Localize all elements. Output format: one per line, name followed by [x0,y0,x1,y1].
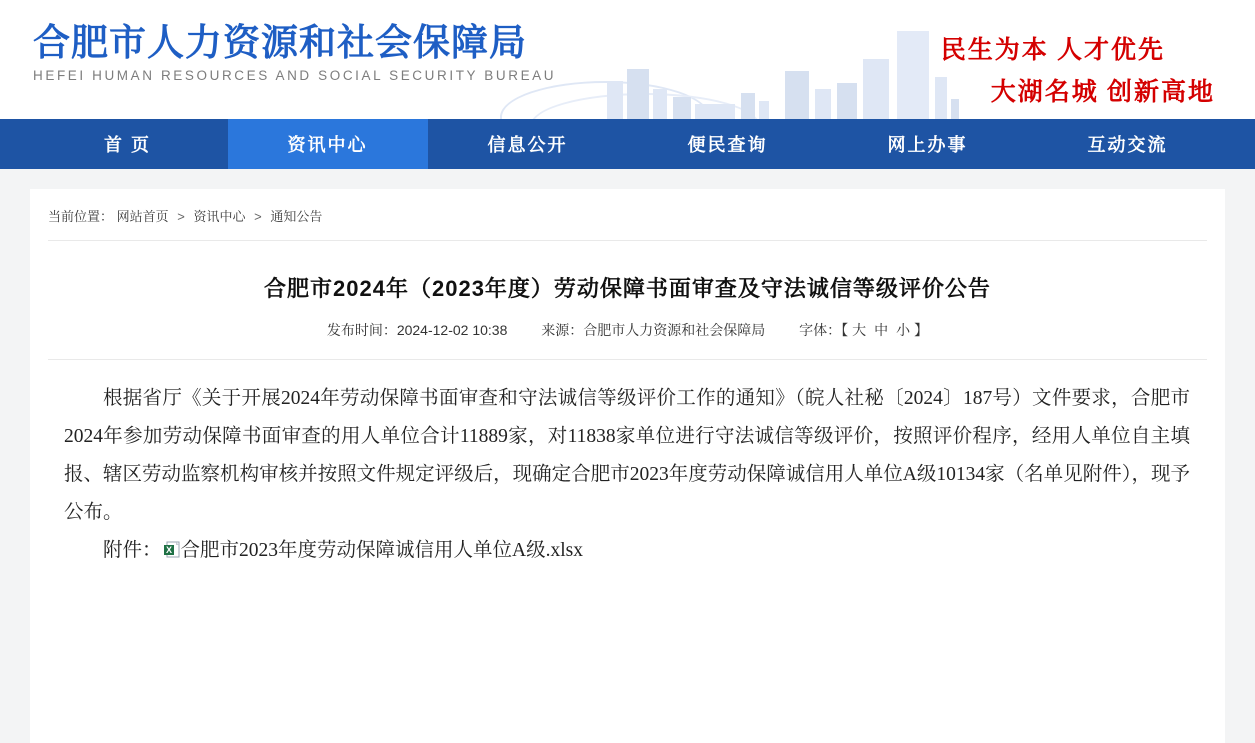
font-size-control [799,322,928,338]
attachment-link[interactable]: 合肥市2023年度劳动保障诚信用人单位A级.xlsx [180,540,583,561]
breadcrumb-prefix: 当前位置： [48,209,114,224]
publish-time [327,322,508,338]
font-size-small-button[interactable]: 小 [896,322,911,338]
site-name: 合肥市人力资源和社会保障局 [33,22,527,63]
publish-time-label: 发布时间： [326,322,397,338]
attachment-row [64,532,1190,570]
article-meta [30,320,1225,340]
header-slogan [941,30,1215,108]
xlsx-file-icon [163,541,180,558]
breadcrumb-item-notices[interactable]: 通知公告 [270,209,323,224]
breadcrumb-divider [48,240,1207,241]
city-skyline-decoration [545,29,975,119]
article-paragraph: 根据省厅《关于开展2024年劳动保障书面审查和守法诚信等级评价工作的通知》（皖人社秘〔2024〕187号）文件要求，合肥市2024年参加劳动保障书面审查的用人单位合计11889家，对11838家单位进行守法诚信等级评价，按照评价程序，经用人单位自主填报、辖区劳动监察机构审核并按照文件规定评级后，现确定合肥市2023年度劳动保障诚信用人单位A级10134家（名单见附件），现予公布。 [64,388,1190,523]
breadcrumb-separator: > [254,209,262,224]
publish-time-value: 2024-12-02 10:38 [396,322,508,338]
nav-item-home[interactable]: 首 页 [103,135,151,155]
slogan-line-1: 民生为本 人才优先 [940,37,1165,64]
site-name-english: HEFEI HUMAN RESOURCES AND SOCIAL SECURITY BUREAU [33,68,557,83]
breadcrumb-item-home[interactable]: 网站首页 [116,209,169,224]
font-size-large-button[interactable]: 大 [852,322,867,338]
site-header [0,0,1255,119]
bracket-close: 】 [914,322,929,338]
font-size-label: 字体： [799,322,842,338]
article-body [30,360,1225,570]
breadcrumb-separator: > [177,209,185,224]
font-size-medium-button[interactable]: 中 [874,322,889,338]
content-card [30,189,1225,743]
source-label: 来源： [541,322,584,338]
nav-item-info-disclosure[interactable]: 信息公开 [487,135,568,155]
nav-item-interaction[interactable]: 互动交流 [1087,135,1168,155]
article-title: 合肥市2024年（2023年度）劳动保障书面审查及守法诚信等级评价公告 [264,276,991,301]
bracket-open: 【 [841,322,849,338]
svg-text:X: X [165,545,172,555]
slogan-line-2: 大湖名城 创新高地 [990,79,1215,106]
breadcrumb-item-news-center[interactable]: 资讯中心 [193,209,246,224]
breadcrumb [30,189,1225,240]
article-source [541,322,765,338]
site-logo[interactable] [33,22,556,83]
main-navbar [0,119,1255,169]
nav-item-online-services[interactable]: 网上办事 [887,135,968,155]
attachment-label: 附件： [103,540,162,561]
navbar-inner [28,119,1228,169]
source-value: 合肥市人力资源和社会保障局 [583,322,766,338]
nav-item-convenient-query[interactable]: 便民查询 [687,135,768,155]
nav-item-news-center[interactable]: 资讯中心 [228,119,428,169]
